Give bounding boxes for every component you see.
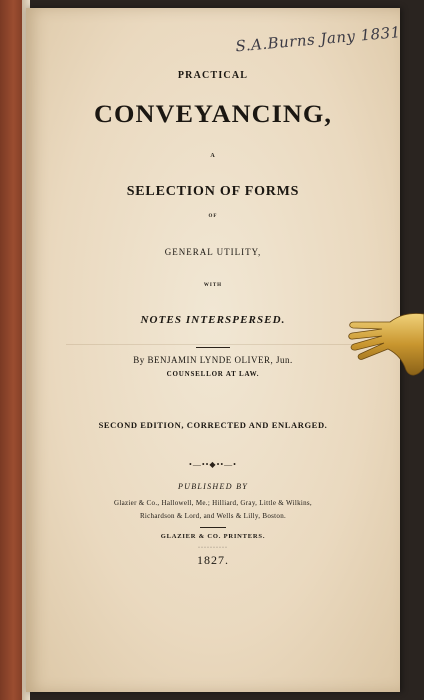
brass-hand-page-weight-icon [346, 308, 424, 378]
edition-statement: SECOND EDITION, CORRECTED AND ENLARGED. [98, 420, 328, 430]
title-conveyancing: CONVEYANCING, [93, 101, 333, 128]
title-of: OF [208, 214, 218, 219]
publishers-line-2: Richardson & Lord, and Wells & Lilly, Boston. [139, 512, 287, 520]
published-by: PUBLISHED BY [177, 482, 249, 491]
author-title: COUNSELLOR AT LAW. [166, 370, 260, 378]
title-general-utility: GENERAL UTILITY, [164, 247, 262, 257]
publishers-line-1: Glazier & Co., Hallowell, Me.; Hilliard, Gray, Little & Wilkins, [114, 499, 312, 507]
title-with: WITH [203, 283, 223, 288]
publication-year: 1827. [197, 553, 229, 567]
title-page [26, 8, 400, 692]
title-a: A [210, 153, 216, 159]
title-notes: NOTES INTERSPERSED. [140, 314, 286, 326]
page-fold-crease [66, 344, 380, 345]
printers-line: GLAZIER & CO. PRINTERS. [160, 533, 266, 540]
title-practical: PRACTICAL [177, 70, 249, 81]
author-line: By BENJAMIN LYNDE OLIVER, Jun. [133, 355, 293, 365]
handwritten-signature: S.A.Burns Jany 1831 [234, 23, 402, 56]
year-dots: ·········· [198, 545, 228, 551]
title-selection: SELECTION OF FORMS [126, 184, 300, 199]
ornament-divider: •—••◆••—• [189, 460, 237, 469]
divider-rule [196, 347, 230, 348]
divider-rule-2 [200, 527, 226, 528]
